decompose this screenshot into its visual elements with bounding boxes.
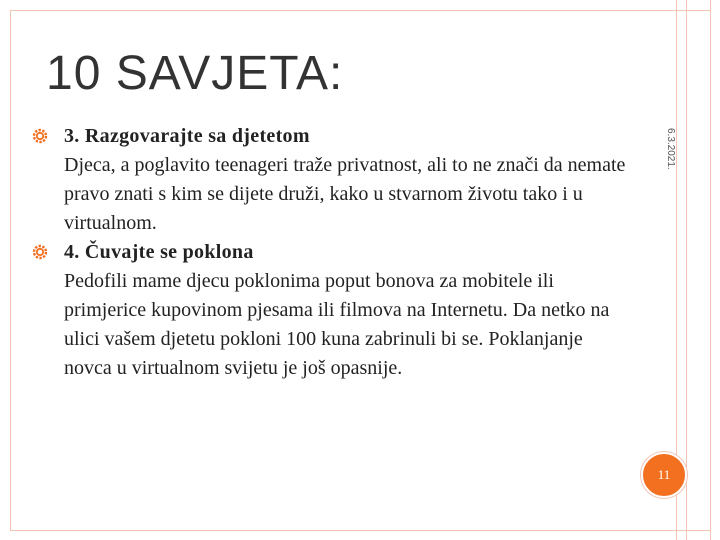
bullet-item [30, 238, 630, 383]
bullet-text: Pedofili mame djecu poklonima poput bonova za mobitele ili primjerice kupovinom pjesama ili filmova na Internetu. Da netko na ulici vašem djetetu pokloni 100 kuna zabrinuli bi se. Poklanjanje novca u virtualnom svijetu je još opasnije. [64, 270, 610, 379]
gear-bullet-icon [30, 242, 50, 262]
frame-border-left [10, 10, 11, 530]
bullet-list [30, 122, 630, 383]
bullet-text: Djeca, a poglavito teenageri traže privatnost, ali to ne znači da nemate pravo znati s kim se dijete druži, kako u stvarnom životu tako i u virtualnom. [64, 154, 626, 234]
bullet-heading: 3. Razgovarajte sa djetetom [64, 125, 310, 147]
frame-border-bottom [10, 530, 710, 531]
slide-title: 10 SAVJETA: [46, 47, 344, 100]
gear-bullet-icon [30, 126, 50, 146]
frame-border-top [10, 10, 710, 11]
frame-line [710, 0, 711, 540]
slide-date: 6.3.2021. [665, 128, 676, 170]
page-number-badge: 11 [641, 452, 687, 498]
bullet-heading: 4. Čuvajte se poklona [64, 241, 254, 263]
bullet-item [30, 122, 630, 238]
frame-line [686, 0, 687, 540]
